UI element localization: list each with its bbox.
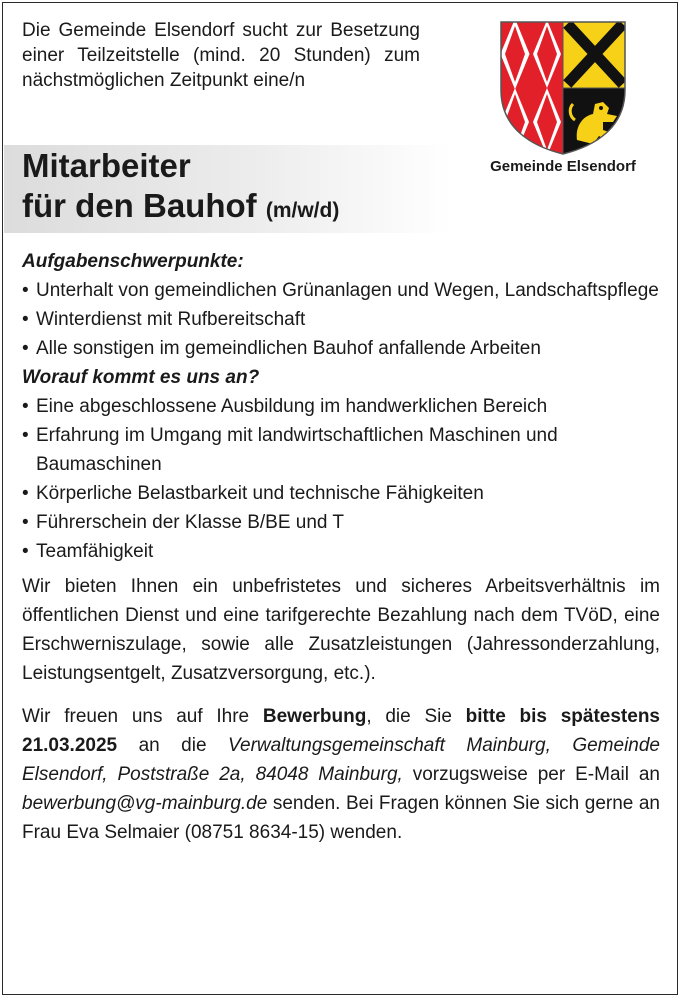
list-item: • Unterhalt von gemeindlichen Grünanlagen und Wegen, Landschaftspflege	[22, 276, 660, 305]
application-text: senden. Bei Fragen können Sie sich gerne an Frau Eva Selmaier (08751 8634-15) wenden.	[22, 793, 660, 843]
application-deadline: bitte bis spätestens 21.03.2025	[22, 706, 660, 756]
intro-text: Die Gemeinde Elsendorf sucht zur Besetzung einer Teilzeitstelle (mind. 20 Stunden) zum nächstmöglichen Zeitpunkt eine/n	[22, 20, 420, 91]
list-item: • Führerschein der Klasse B/BE und T	[22, 508, 660, 537]
list-item: • Alle sonstigen im gemeindlichen Bauhof anfallende Arbeiten	[22, 334, 660, 363]
application-text: vorzugsweise per E-Mail an	[402, 764, 661, 785]
list-item: • Eine abgeschlossene Ausbildung im handwerklichen Bereich	[22, 392, 660, 421]
list-item: • Erfahrung im Umgang mit landwirtschaftlichen Maschinen und Baumaschinen	[22, 421, 660, 479]
job-title	[22, 146, 339, 231]
application-text: an die	[117, 735, 229, 756]
job-title-line2: für den Bauhof	[22, 187, 257, 224]
application-text: Wir freuen uns auf Ihre	[22, 706, 263, 727]
crest-caption: Gemeinde Elsendorf	[490, 158, 636, 175]
requirements-list	[22, 392, 660, 566]
application-paragraph	[22, 702, 660, 847]
application-address: Verwaltungsgemeinschaft Mainburg, Gemeinde Elsendorf, Poststraße 2a, 84048 Mainburg,	[22, 735, 660, 785]
application-text: , die Sie	[366, 706, 466, 727]
list-item: • Winterdienst mit Rufbereitschaft	[22, 305, 660, 334]
ad-body	[22, 247, 660, 847]
job-title-line1: Mitarbeiter	[22, 147, 191, 184]
requirements-heading: Worauf kommt es uns an?	[22, 367, 260, 388]
application-email[interactable]: bewerbung@vg-mainburg.de	[22, 793, 268, 814]
tasks-list	[22, 276, 660, 363]
application-keyword: Bewerbung	[262, 706, 367, 727]
list-item: • Teamfähigkeit	[22, 537, 660, 566]
coat-of-arms	[499, 20, 627, 156]
job-title-suffix: (m/w/d)	[265, 199, 340, 222]
tasks-heading: Aufgabenschwerpunkte:	[22, 251, 244, 272]
offer-paragraph: Wir bieten Ihnen ein unbefristetes und sicheres Arbeitsverhältnis im öffentlichen Dienst und eine tarifgerechte Bezahlung nach dem TVöD, eine Erschwerniszulage, sowie alle Zusatzleistungen (Jahressonderzahlung, Leistungsentgelt, Zusatzversorgung, etc.).	[22, 576, 660, 684]
list-item: • Körperliche Belastbarkeit und technische Fähigkeiten	[22, 479, 660, 508]
